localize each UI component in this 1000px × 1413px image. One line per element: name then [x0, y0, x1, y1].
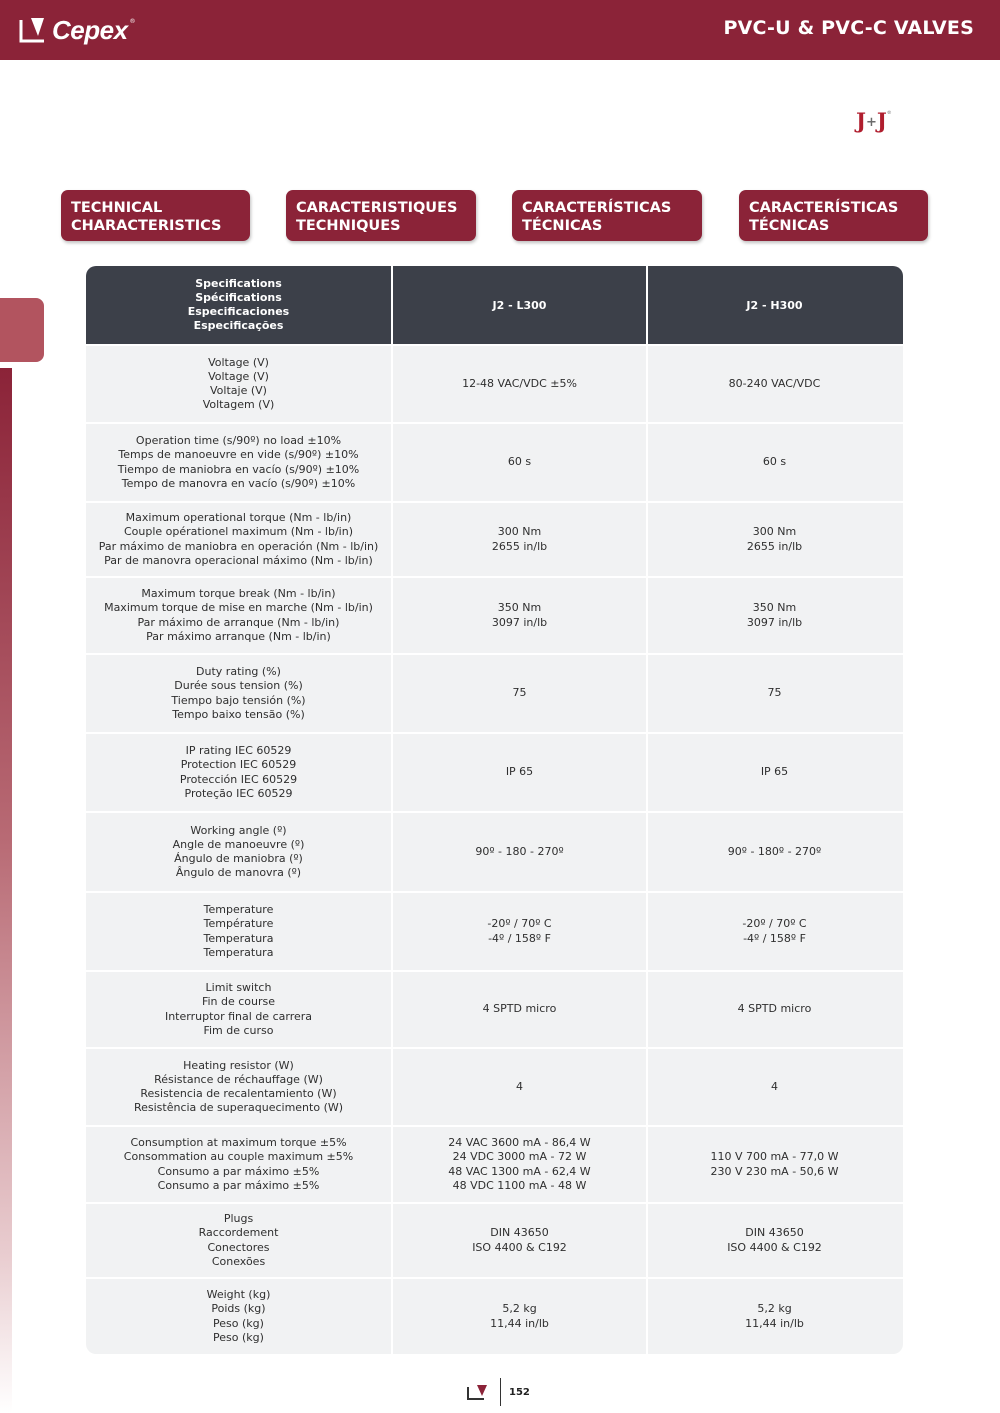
cepex-footer-icon [466, 1383, 490, 1401]
cell-text-line: Consommation au couple maximum ±5% [123, 1150, 354, 1164]
jj-plus: + [865, 115, 876, 130]
cell-text-line: 2655 in/lb [491, 539, 548, 553]
cell-text-line: Operation time (s/90º) no load ±10% [135, 434, 342, 448]
model-b-value-cell [648, 346, 901, 422]
jj-left: J [856, 108, 865, 133]
cell-text-line: Fin de course [201, 995, 276, 1009]
cell-text-line: 300 Nm [752, 525, 797, 539]
cell-text-line: 350 Nm [497, 601, 542, 615]
page-title: PVC-U & PVC-C VALVES [723, 17, 974, 39]
model-a-value-cell [393, 1049, 648, 1125]
model-b-value-cell [648, 1049, 901, 1125]
cell-text-line: ISO 4400 & C192 [727, 1240, 822, 1254]
cell-text-line: Consumo a par máximo ±5% [157, 1164, 320, 1178]
cell-text-line: Raccordement [198, 1226, 279, 1240]
spec-label-cell [86, 813, 393, 891]
cell-text-line: -20º / 70º C [742, 917, 807, 931]
top-bar [0, 0, 1000, 60]
cell-text-line: 11,44 in/lb [745, 1316, 804, 1330]
cell-text-line: -20º / 70º C [487, 917, 552, 931]
page-footer [466, 1378, 530, 1406]
cell-text-line: Tiempo de maniobra en vacío (s/90º) ±10% [117, 462, 360, 476]
cell-text-line: Voltagem (V) [202, 398, 275, 412]
cell-text-line: Maximum torque break (Nm - lb/in) [141, 587, 336, 601]
cell-text-line: 110 V 700 mA - 77,0 W [710, 1150, 839, 1164]
table-header [86, 266, 903, 344]
cell-text-line: Resistencia de recalentamiento (W) [140, 1087, 337, 1100]
table-row [86, 732, 903, 811]
model-b-value-cell [648, 1279, 901, 1354]
model-b-value-cell [648, 813, 901, 891]
cell-text-line: Limit switch [205, 981, 272, 995]
cell-text-line: 75 [767, 686, 782, 700]
table-row [86, 970, 903, 1047]
spec-label-cell [86, 424, 393, 501]
header-spec-line: Especificações [193, 319, 284, 332]
cell-text-line: IP rating IEC 60529 [185, 744, 292, 758]
model-a-value-cell [393, 655, 648, 732]
cell-text-line: Temperature [203, 903, 274, 917]
section-title-line: CARACTERÍSTICAS [522, 200, 672, 216]
cell-text-line: Par máximo de arranque (Nm - lb/in) [137, 615, 340, 629]
cell-text-line: Duty rating (%) [196, 665, 281, 679]
cell-text-line: DIN 43650 [490, 1226, 549, 1240]
header-model-b: J2 - H300 [746, 298, 803, 312]
cell-text-line: Conexões [211, 1254, 266, 1268]
cell-text-line: -4º / 158º F [488, 931, 551, 945]
header-spec-line: Specifications [195, 277, 282, 290]
cell-text-line: 80-240 VAC/VDC [728, 376, 821, 390]
cell-text-line: 4 SPTD micro [737, 1002, 812, 1016]
cell-text-line: Par máximo arranque (Nm - lb/in) [146, 629, 331, 643]
cell-text-line: 230 V 230 mA - 50,6 W [710, 1164, 839, 1178]
spec-label-cell [86, 346, 393, 422]
section-title-line: CHARACTERISTICS [71, 218, 222, 234]
section-title-line: TÉCNICAS [522, 218, 603, 234]
spec-label-cell [86, 1279, 393, 1354]
spec-label-cell [86, 1049, 393, 1125]
cell-text-line: 300 Nm [497, 525, 542, 539]
section-title-line: TECHNICAL [71, 200, 163, 216]
table-row [86, 422, 903, 501]
cell-text-line: -4º / 158º F [743, 931, 806, 945]
cell-text-line: 3097 in/lb [491, 615, 548, 629]
cell-text-line: Weight (kg) [206, 1288, 271, 1302]
cell-text-line: 90º - 180 - 270º [475, 844, 564, 858]
registered-mark: ® [129, 18, 136, 25]
header-specifications [86, 266, 393, 344]
section-title-line: TÉCNICAS [749, 218, 830, 234]
table-body [86, 344, 903, 1354]
cell-text-line: Plugs [223, 1212, 254, 1226]
cell-text-line: 4 SPTD micro [482, 1002, 557, 1016]
section-title-pt [739, 190, 928, 241]
section-title-line: TECHNIQUES [296, 218, 401, 234]
table-row [86, 891, 903, 970]
model-a-value-cell [393, 893, 648, 970]
cell-text-line: Par de manovra operacional máximo (Nm - lb/in) [104, 553, 373, 567]
jj-right: J [876, 108, 886, 133]
cell-text-line: Maximum operational torque (Nm - lb/in) [125, 511, 352, 525]
footer-divider [500, 1378, 501, 1406]
spec-label-cell [86, 503, 393, 576]
cell-text-line: Proteção IEC 60529 [184, 786, 293, 800]
cell-text-line: 75 [512, 686, 527, 700]
page-number: 152 [509, 1386, 530, 1398]
jj-registered: ® [886, 110, 891, 116]
cell-text-line: Protección IEC 60529 [179, 772, 298, 786]
cell-text-line: Angle de manoeuvre (º) [172, 837, 305, 851]
cell-text-line: Protection IEC 60529 [180, 758, 297, 772]
cell-text-line: Maximum torque de mise en marche (Nm - lb/in) [104, 601, 373, 615]
section-tab [0, 298, 44, 362]
model-b-value-cell [648, 734, 901, 811]
section-title-line: CARACTERISTIQUES [296, 200, 458, 216]
spec-label-cell [86, 1204, 393, 1277]
cell-text-line: Voltage (V) [208, 355, 269, 369]
cell-text-line: 2655 in/lb [746, 539, 803, 553]
cell-text-line: 24 VAC 3600 mA - 86,4 W [448, 1136, 591, 1150]
cell-text-line: Peso (kg) [213, 1330, 264, 1344]
table-row [86, 653, 903, 732]
section-title-en [61, 190, 250, 241]
cell-text-line: 12-48 VAC/VDC ±5% [462, 376, 577, 390]
section-title-line: CARACTERÍSTICAS [749, 200, 899, 216]
cell-text-line: 5,2 kg [502, 1302, 537, 1316]
cell-text-line: Voltage (V) [208, 369, 269, 383]
model-a-value-cell [393, 1279, 648, 1354]
header-spec-line: Spécifications [195, 291, 282, 304]
table-row [86, 576, 903, 653]
cell-text-line: Heating resistor (W) [183, 1058, 294, 1072]
cell-text-line: 48 VDC 1100 mA - 48 W [452, 1178, 587, 1192]
cell-text-line: Par máximo de maniobra en operación (Nm - lb/in) [98, 539, 379, 553]
model-a-value-cell [393, 1204, 648, 1277]
section-title-es [512, 190, 702, 241]
cell-text-line: Ángulo de maniobra (º) [174, 852, 303, 865]
spec-label-cell [86, 972, 393, 1047]
cell-text-line: 350 Nm [752, 601, 797, 615]
header-spec-line: Especificaciones [187, 305, 290, 318]
cell-text-line: 60 s [507, 455, 532, 469]
cell-text-line: Temperatura [203, 945, 274, 959]
cell-text-line: Tiempo bajo tensión (%) [171, 693, 306, 707]
cell-text-line: DIN 43650 [745, 1226, 804, 1240]
model-b-value-cell [648, 1127, 901, 1202]
cell-text-line: Voltaje (V) [210, 384, 267, 397]
spec-label-cell [86, 655, 393, 732]
model-a-value-cell [393, 1127, 648, 1202]
model-b-value-cell [648, 424, 901, 501]
model-b-value-cell [648, 503, 901, 576]
cell-text-line: 4 [516, 1079, 523, 1093]
cell-text-line: Interruptor final de carrera [164, 1009, 313, 1023]
jj-logo [856, 108, 891, 133]
spec-label-cell [86, 893, 393, 970]
cell-text-line: Fim de curso [203, 1023, 274, 1037]
cell-text-line: 5,2 kg [757, 1302, 792, 1316]
table-row [86, 1277, 903, 1354]
spec-label-cell [86, 578, 393, 653]
cell-text-line: Consumption at maximum torque ±5% [130, 1136, 347, 1150]
spec-label-cell [86, 1127, 393, 1202]
model-a-value-cell [393, 346, 648, 422]
cell-text-line: 11,44 in/lb [490, 1316, 549, 1330]
model-b-value-cell [648, 655, 901, 732]
model-a-value-cell [393, 578, 648, 653]
cepex-logo-icon [18, 14, 48, 46]
section-title-fr [286, 190, 476, 241]
cell-text-line: Temps de manoeuvre en vide (s/90º) ±10% [118, 448, 359, 462]
table-row [86, 811, 903, 891]
cell-text-line: IP 65 [760, 765, 789, 779]
model-a-value-cell [393, 503, 648, 576]
model-a-value-cell [393, 972, 648, 1047]
model-a-value-cell [393, 424, 648, 501]
cell-text-line: Couple opérationel maximum (Nm - lb/in) [123, 525, 353, 539]
model-a-value-cell [393, 734, 648, 811]
cell-text-line: IP 65 [505, 765, 534, 779]
cell-text-line: Conectores [207, 1240, 270, 1254]
cell-text-line: Température [203, 917, 274, 931]
cell-text-line: Résistance de réchauffage (W) [154, 1072, 323, 1086]
cell-text-line: 60 s [762, 455, 787, 469]
cell-text-line: Temperatura [203, 931, 274, 945]
cepex-logo [18, 14, 136, 46]
cell-text-line: 3097 in/lb [746, 615, 803, 629]
model-b-value-cell [648, 972, 901, 1047]
table-row [86, 1125, 903, 1202]
cell-text-line: Poids (kg) [211, 1302, 266, 1316]
model-a-value-cell [393, 813, 648, 891]
table-row [86, 501, 903, 576]
table-row [86, 1202, 903, 1277]
model-b-value-cell [648, 1204, 901, 1277]
specifications-table [86, 266, 903, 1354]
header-model-a: J2 - L300 [393, 266, 648, 344]
table-row [86, 344, 903, 422]
model-b-value-cell [648, 578, 901, 653]
table-row [86, 1047, 903, 1125]
cell-text-line: Working angle (º) [190, 823, 287, 837]
cell-text-line: 90º - 180º - 270º [727, 844, 822, 858]
cell-text-line: 48 VAC 1300 mA - 62,4 W [448, 1164, 591, 1178]
cell-text-line: Ângulo de manovra (º) [175, 866, 302, 880]
cell-text-line: Resistência de superaquecimento (W) [133, 1101, 344, 1115]
cell-text-line: Tempo baixo tensão (%) [172, 707, 305, 721]
cell-text-line: ISO 4400 & C192 [472, 1240, 567, 1254]
cell-text-line: Durée sous tension (%) [174, 679, 303, 693]
cell-text-line: Consumo a par máximo ±5% [157, 1178, 320, 1192]
model-b-value-cell [648, 893, 901, 970]
cell-text-line: 24 VDC 3000 mA - 72 W [452, 1150, 587, 1164]
cell-text-line: Peso (kg) [213, 1316, 264, 1330]
cell-text-line: 4 [771, 1079, 778, 1093]
brand-name: Cepex [52, 14, 128, 45]
side-gradient-strip [0, 368, 12, 1413]
cell-text-line: Tempo de manovra en vacío (s/90º) ±10% [121, 476, 356, 490]
spec-label-cell [86, 734, 393, 811]
